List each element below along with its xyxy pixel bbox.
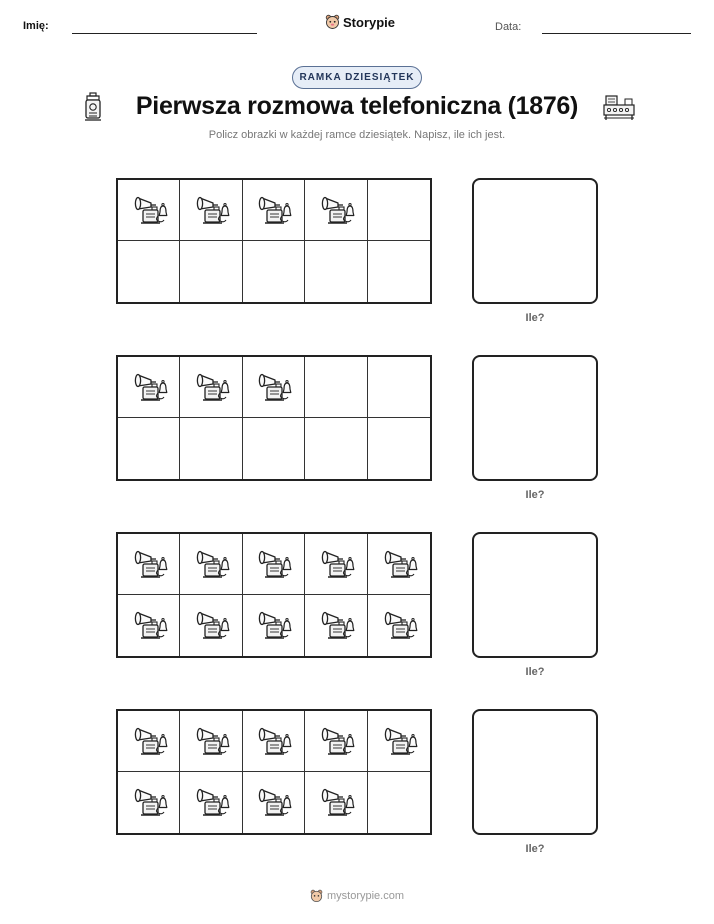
answer-box[interactable] [472,709,598,835]
ten-frame-cell [243,241,305,302]
ten-frame-cell [368,180,430,241]
vintage-telephone-icon [191,719,231,764]
vintage-telephone-icon [379,603,419,648]
ten-frame-cell [368,357,430,418]
count-question-label: Ile? [525,489,545,501]
ten-frame-cell [243,772,305,833]
ten-frame-cell [180,418,242,479]
ten-frame-cell [368,772,430,833]
ten-frame-cell [368,595,430,656]
ten-frame-cell [118,418,180,479]
ten-frame-cell [243,711,305,772]
vintage-telephone-icon [253,780,293,825]
ten-frame [116,709,432,835]
ten-frame-cell [180,595,242,656]
ten-frame-cell [368,418,430,479]
footer-url: mystorypie.com [326,890,405,902]
vintage-telephone-icon [253,365,293,410]
ten-frame-cell [243,418,305,479]
vintage-telephone-icon [191,188,231,233]
ten-frame-cell [305,357,367,418]
ten-frame-cell [305,711,367,772]
instructions-text: Policz obrazki w każdej ramce dziesiątek. Napisz, ile ich jest. [208,129,506,141]
vintage-telephone-icon [253,188,293,233]
ten-frame-cell [180,357,242,418]
ten-frame-cell [180,180,242,241]
ten-frame [116,355,432,481]
ten-frame-cell [368,534,430,595]
vintage-telephone-icon [253,603,293,648]
vintage-telephone-icon [379,542,419,587]
ten-frame-cell [118,772,180,833]
ten-frame-cell [243,180,305,241]
ten-frame-cell [118,534,180,595]
ten-frame-cell [243,534,305,595]
brand-logo [325,14,395,30]
vintage-telephone-icon [129,188,169,233]
ten-frame-cell [305,595,367,656]
vintage-telephone-icon [316,603,356,648]
vintage-telephone-icon [253,542,293,587]
vintage-telephone-icon [129,603,169,648]
footer [0,889,714,903]
vintage-telephone-icon [379,719,419,764]
vintage-telephone-icon [191,603,231,648]
ten-frame-cell [305,772,367,833]
answer-box[interactable] [472,355,598,481]
count-question-label: Ile? [525,843,545,855]
vintage-telephone-icon [191,780,231,825]
ten-frame-cell [305,180,367,241]
vintage-telephone-icon [129,365,169,410]
date-write-line[interactable] [542,33,691,34]
switchboard-icon [603,95,635,126]
ten-frame-cell [118,711,180,772]
brand-name: Storypie [343,14,396,30]
ten-frame [116,178,432,304]
name-label: Imię: [23,20,49,32]
vintage-telephone-icon [316,780,356,825]
vintage-telephone-icon [191,542,231,587]
ten-frame-cell [180,534,242,595]
vintage-telephone-icon [129,542,169,587]
vintage-telephone-icon [316,719,356,764]
count-question-label: Ile? [525,666,545,678]
worksheet-type-badge: RAMKA DZIESIĄTEK [292,66,422,89]
ten-frame-cell [305,241,367,302]
name-write-line[interactable] [72,33,257,34]
ten-frame-cell [118,595,180,656]
page-title: Pierwsza rozmowa telefoniczna (1876) [135,92,579,120]
vintage-telephone-icon [129,719,169,764]
vintage-telephone-icon [129,780,169,825]
count-question-label: Ile? [525,312,545,324]
ten-frame [116,532,432,658]
ten-frame-cell [118,180,180,241]
storypie-mascot-icon [310,889,323,903]
ten-frame-cell [180,241,242,302]
answer-box[interactable] [472,178,598,304]
ten-frame-cell [368,711,430,772]
ten-frame-cell [305,534,367,595]
ten-frame-cell [180,772,242,833]
ten-frame-cell [180,711,242,772]
ten-frame-cell [243,357,305,418]
vintage-telephone-icon [191,365,231,410]
ten-frame-cell [368,241,430,302]
ten-frame-cell [118,357,180,418]
answer-box[interactable] [472,532,598,658]
storypie-mascot-icon [325,14,340,30]
vintage-telephone-icon [253,719,293,764]
ten-frame-cell [243,595,305,656]
date-label: Data: [495,21,522,33]
vintage-telephone-icon [316,188,356,233]
ten-frame-cell [305,418,367,479]
ten-frame-cell [118,241,180,302]
vintage-telephone-icon [316,542,356,587]
